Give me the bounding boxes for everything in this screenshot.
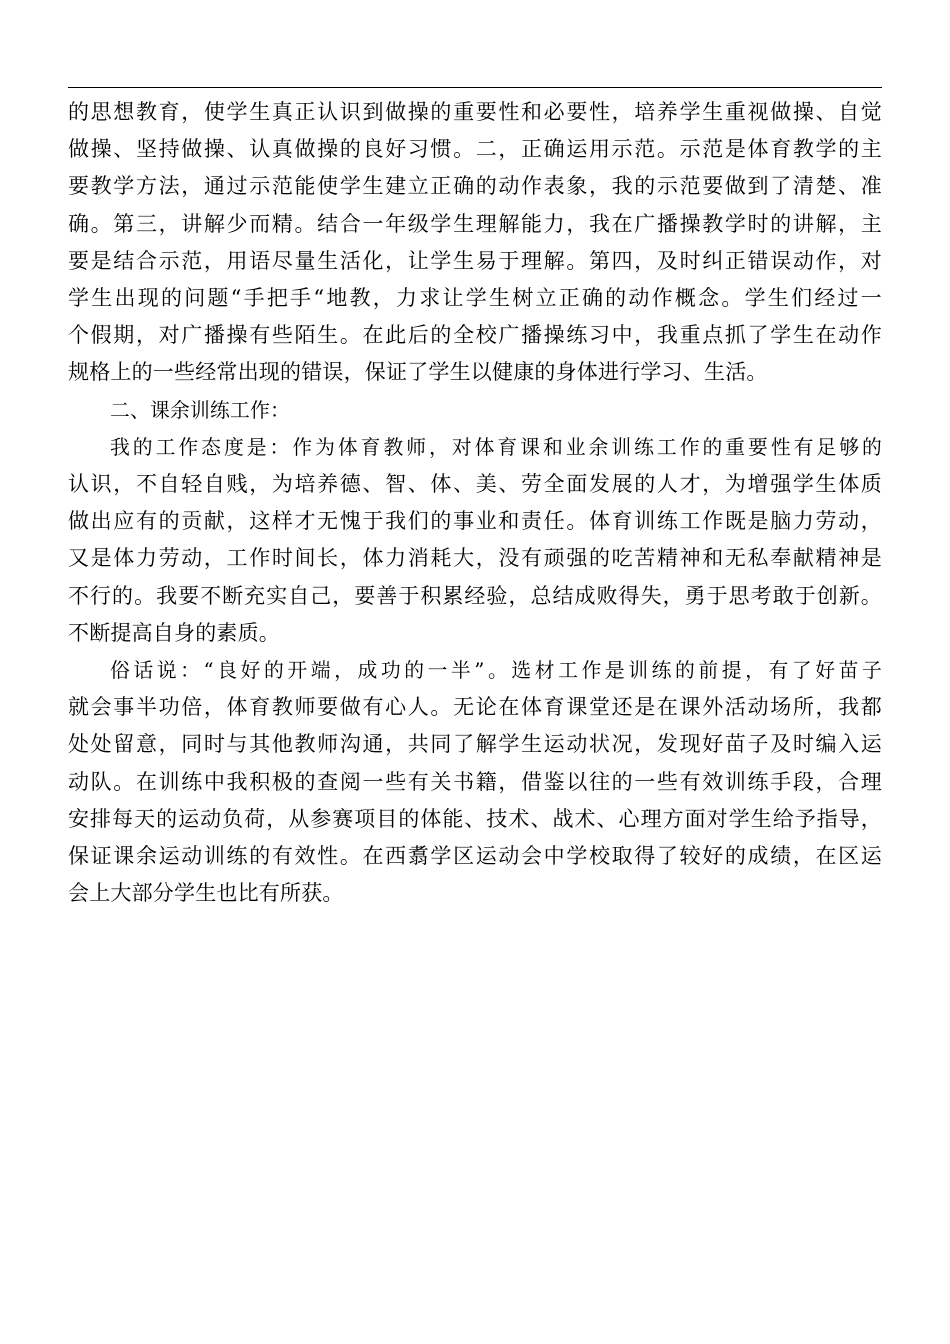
text-line: 动队。在训练中我积极的查阅一些有关书籍，借鉴以往的一些有效训练手段，合理 <box>68 769 882 794</box>
text-line: 认识，不自轻自贱，为培养德、智、体、美、劳全面发展的人才，为增强学生体质 <box>68 472 882 497</box>
text-line: 安排每天的运动负荷，从参赛项目的体能、技术、战术、心理方面对学生给予指导， <box>68 806 882 831</box>
text-line: 不行的。我要不断充实自己，要善于积累经验，总结成败得失，勇于思考敢于创新。 <box>68 583 882 608</box>
text-line: 不断提高自身的素质。 <box>68 620 280 645</box>
text-line: 又是体力劳动，工作时间长，体力消耗大，没有顽强的吃苦精神和无私奉献精神是 <box>68 546 882 571</box>
text-line: 做操、坚持做操、认真做操的良好习惯。二，正确运用示范。示范是体育教学的主 <box>68 137 882 162</box>
text-line: 做出应有的贡献，这样才无愧于我们的事业和责任。体育训练工作既是脑力劳动， <box>68 509 882 534</box>
document-body <box>68 94 882 912</box>
text-line: 处处留意，同时与其他教师沟通，共同了解学生运动状况，发现好苗子及时编入运 <box>68 732 882 757</box>
paragraph-4 <box>68 652 882 912</box>
text-line: 规格上的一些经常出现的错误，保证了学生以健康的身体进行学习、生活。 <box>68 360 768 385</box>
text-line: 要教学方法，通过示范能使学生建立正确的动作表象，我的示范要做到了清楚、准 <box>68 174 882 199</box>
text-line: 保证课余运动训练的有效性。在西翥学区运动会中学校取得了较好的成绩，在区运 <box>68 844 882 869</box>
section-heading <box>68 392 882 429</box>
section-heading-text: 二、课余训练工作： <box>110 398 290 422</box>
paragraph-1 <box>68 94 882 392</box>
text-line: 就会事半功倍，体育教师要做有心人。无论在体育课堂还是在课外活动场所，我都 <box>68 695 882 720</box>
text-line: 的思想教育，使学生真正认识到做操的重要性和必要性，培养学生重视做操、自觉 <box>68 100 882 124</box>
text-line: 个假期，对广播操有些陌生。在此后的全校广播操练习中，我重点抓了学生在动作 <box>68 323 882 348</box>
text-line: 确。第三，讲解少而精。结合一年级学生理解能力，我在广播操教学时的讲解，主 <box>68 211 882 236</box>
header-rule <box>68 87 882 88</box>
text-line: 俗话说：“良好的开端，成功的一半”。选材工作是训练的前提，有了好苗子 <box>110 659 882 683</box>
text-line: 会上大部分学生也比有所获。 <box>68 881 344 906</box>
text-line: 学生出现的问题“手把手“地教，力求让学生树立正确的动作概念。学生们经过一 <box>68 286 882 311</box>
text-line: 我的工作态度是：作为体育教师，对体育课和业余训练工作的重要性有足够的 <box>110 435 882 459</box>
text-line: 要是结合示范，用语尽量生活化，让学生易于理解。第四，及时纠正错误动作，对 <box>68 248 882 273</box>
paragraph-3 <box>68 429 882 652</box>
